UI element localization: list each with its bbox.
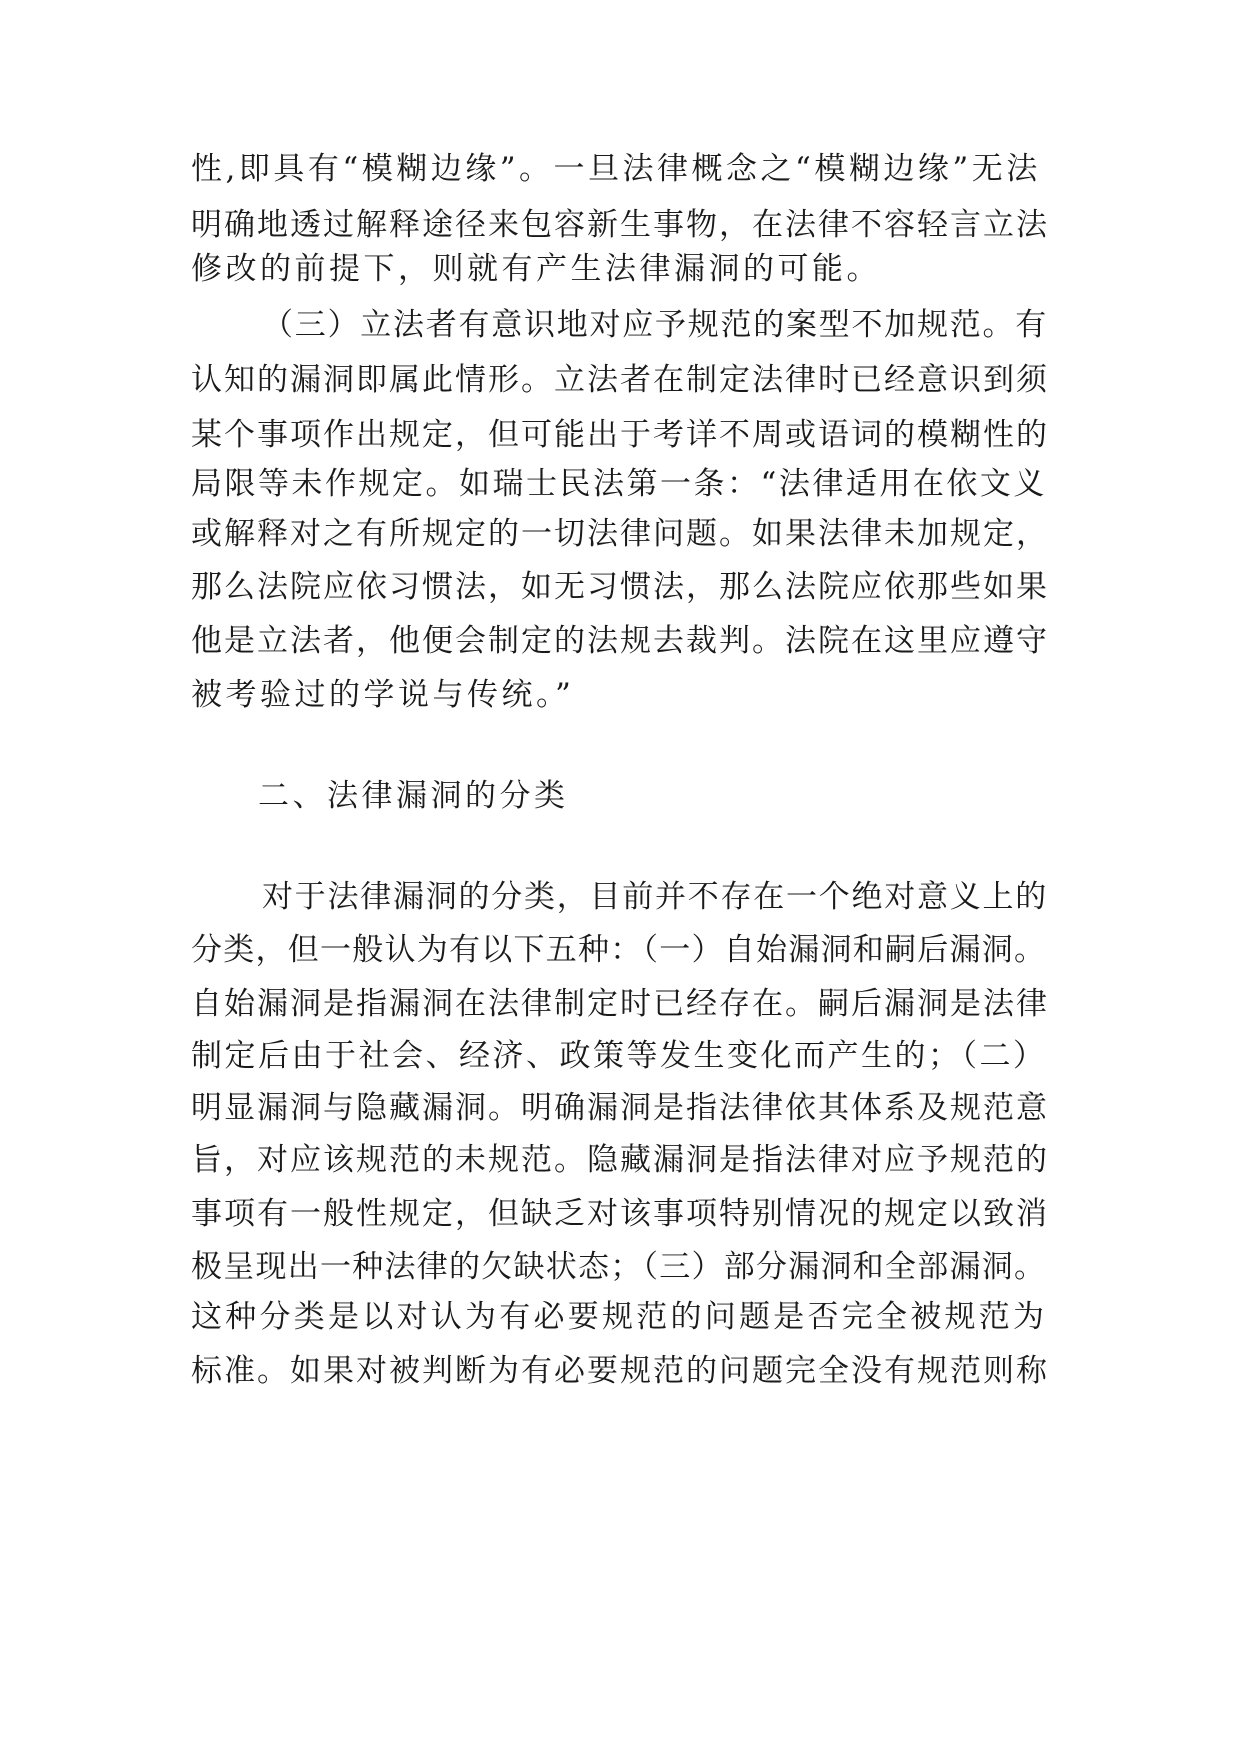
text-line: 局限等未作规定。如瑞士民法第一条：“法律适用在依文义 <box>191 466 1047 502</box>
text-line: 自始漏洞是指漏洞在法律制定时已经存在。嗣后漏洞是法律 <box>191 986 1049 1022</box>
paragraph-first-line: （三）立法者有意识地对应予规范的案型不加规范。有 <box>262 307 1048 343</box>
text-line: 分类，但一般认为有以下五种：（一）自始漏洞和嗣后漏洞。 <box>191 932 1047 968</box>
text-line: 旨，对应该规范的未规范。隐藏漏洞是指法律对应予规范的 <box>191 1142 1049 1178</box>
text-line: 这种分类是以对认为有必要规范的问题是否完全被规范为 <box>191 1299 1048 1335</box>
text-line: 标准。如果对被判断为有必要规范的问题完全没有规范则称 <box>191 1353 1049 1389</box>
text-line: 他是立法者，他便会制定的法规去裁判。法院在这里应遵守 <box>191 623 1049 659</box>
text-line: 性,即具有“模糊边缘”。一旦法律概念之“模糊边缘”无法 <box>191 151 1041 187</box>
text-line: 认知的漏洞即属此情形。立法者在制定法律时已经意识到须 <box>191 362 1049 398</box>
text-line: 某个事项作出规定，但可能出于考详不周或语词的模糊性的 <box>191 417 1049 453</box>
section-heading: 二、法律漏洞的分类 <box>258 778 569 814</box>
text-line: 明显漏洞与隐藏漏洞。明确漏洞是指法律依其体系及规范意 <box>191 1090 1049 1126</box>
text-line: 被考验过的学说与传统。” <box>191 677 575 713</box>
text-line: 事项有一般性规定，但缺乏对该事项特别情况的规定以致消 <box>191 1196 1049 1232</box>
paragraph-first-line: 对于法律漏洞的分类，目前并不存在一个绝对意义上的 <box>262 879 1048 915</box>
text-line: 明确地透过解释途径来包容新生事物，在法律不容轻言立法 <box>191 207 1049 243</box>
text-line: 制定后由于社会、经济、政策等发生变化而产生的；（二） <box>191 1038 1047 1074</box>
text-line: 极呈现出一种法律的欠缺状态；（三）部分漏洞和全部漏洞。 <box>191 1249 1047 1285</box>
text-line: 那么法院应依习惯法，如无习惯法，那么法院应依那些如果 <box>191 569 1049 605</box>
text-line: 或解释对之有所规定的一切法律问题。如果法律未加规定， <box>191 516 1049 552</box>
text-line: 修改的前提下，则就有产生法律漏洞的可能。 <box>191 251 881 287</box>
